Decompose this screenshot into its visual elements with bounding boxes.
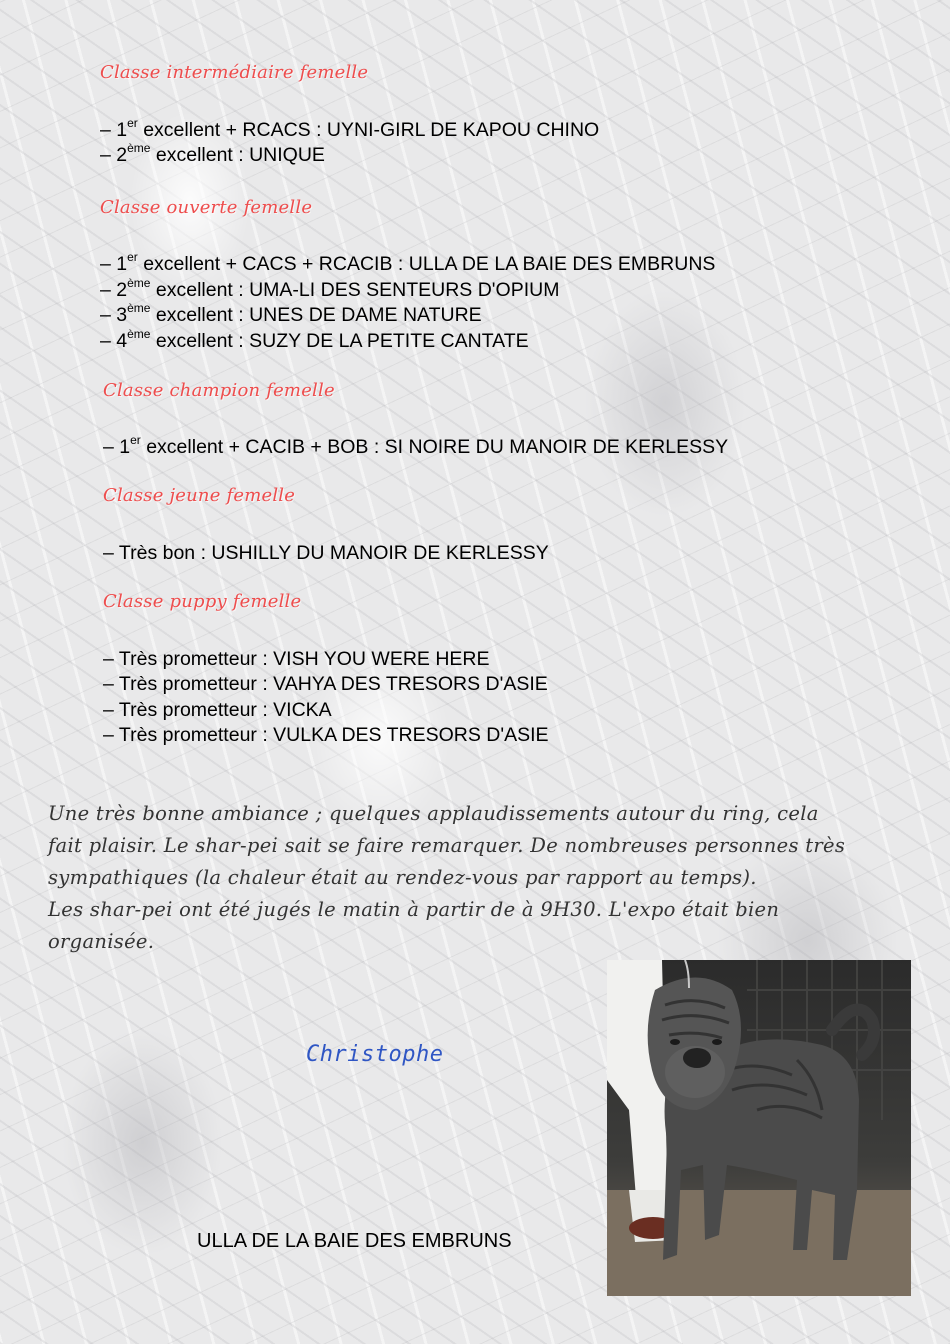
result-text: excellent : UNIQUE [150,144,325,166]
comment-line: Une très bonne ambiance ; quelques applaudissements autour du ring, cela [48,802,819,825]
result-line [103,697,332,723]
rank: 3 [116,304,128,326]
result-text: Très prometteur : VISH YOU WERE HERE [118,648,490,670]
rank-suffix: ème [127,276,151,290]
comment-paragraph [48,798,888,958]
dash: – [103,436,120,458]
result-line [103,434,728,460]
result-line [100,302,482,328]
result-text: Très prometteur : VULKA DES TRESORS D'ASIE [118,724,549,746]
shar-pei-illustration [607,960,911,1296]
rank: 1 [119,436,131,458]
result-text: excellent + CACS + RCACIB : ULLA DE LA BAIE DES EMBRUNS [137,253,716,275]
comment-line: fait plaisir. Le shar-pei sait se faire remarquer. De nombreuses personnes très [48,834,846,857]
dog-photo [607,960,911,1296]
rank: 1 [116,119,128,141]
comment-line: sympathiques (la chaleur était au rendez-vous par rapport au temps). [48,866,757,889]
dash: – [100,144,117,166]
dash: – [103,673,119,695]
signature: Christophe [306,1042,444,1067]
rank-suffix: er [127,116,138,130]
result-text: Très prometteur : VAHYA DES TRESORS D'ASIE [118,673,548,695]
section-heading-ouverte: Classe ouverte femelle [100,197,313,218]
section-heading-intermediaire: Classe intermédiaire femelle [100,62,369,83]
dash: – [100,279,117,301]
result-line [100,251,715,277]
comment-line: Les shar-pei ont été jugés le matin à partir de à 9H30. L'expo était bien [48,898,780,921]
dash: – [100,330,117,352]
result-line [103,671,548,697]
result-line [103,722,549,748]
result-line [100,328,529,354]
result-text: excellent + RCACS : UYNI-GIRL DE KAPOU CHINO [137,119,600,141]
result-line [103,646,490,672]
rank-suffix: ème [127,327,151,341]
section-heading-champion: Classe champion femelle [103,380,335,401]
dash: – [103,699,119,721]
dash: – [103,724,119,746]
dash: – [100,304,117,326]
section-heading-puppy: Classe puppy femelle [103,591,302,612]
dash: – [100,253,117,275]
rank: 2 [116,144,128,166]
dash: – [100,119,117,141]
result-text: Très prometteur : VICKA [118,699,332,721]
rank-suffix: ème [127,141,151,155]
result-line [100,277,559,303]
rank: 4 [116,330,128,352]
result-line [100,142,325,168]
section-heading-jeune: Classe jeune femelle [103,485,296,506]
rank-suffix: er [130,433,141,447]
result-line [100,117,599,143]
rank: 2 [116,279,128,301]
rank-suffix: ème [127,301,151,315]
comment-line: organisée. [48,930,155,953]
rank-suffix: er [127,250,138,264]
result-line [103,540,549,566]
result-text: excellent : UMA-LI DES SENTEURS D'OPIUM [150,279,560,301]
dash: – [103,648,119,670]
result-text: excellent : SUZY DE LA PETITE CANTATE [150,330,529,352]
result-text: excellent + CACIB + BOB : SI NOIRE DU MANOIR DE KERLESSY [140,436,729,458]
dash: – [103,542,119,564]
rank: 1 [116,253,128,275]
result-text: excellent : UNES DE DAME NATURE [150,304,482,326]
result-text: Très bon : USHILLY DU MANOIR DE KERLESSY [118,542,549,564]
photo-caption: ULLA DE LA BAIE DES EMBRUNS [197,1230,512,1252]
